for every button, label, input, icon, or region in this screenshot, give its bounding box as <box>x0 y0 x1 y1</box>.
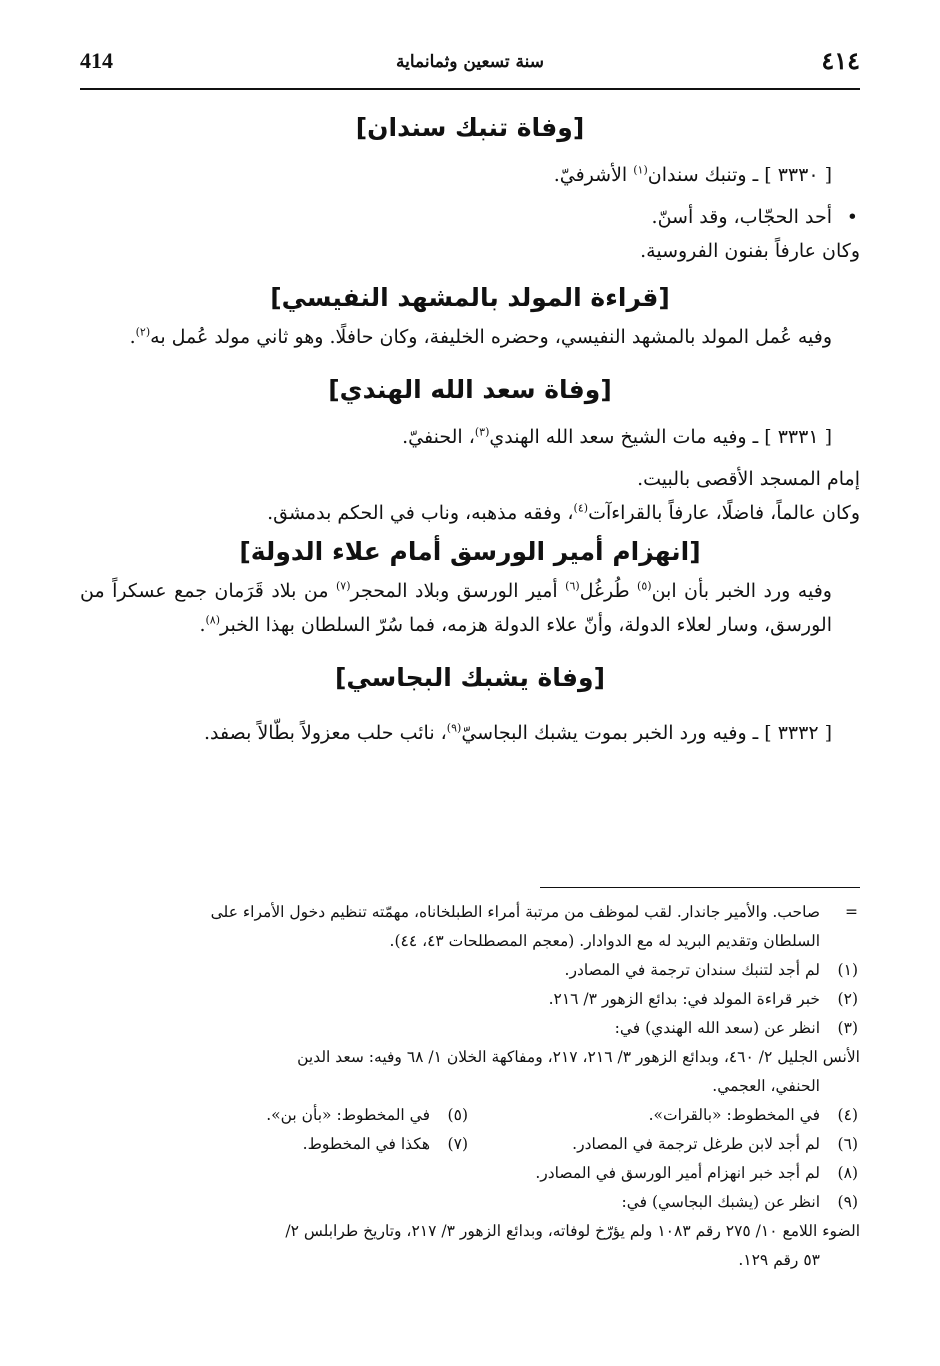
footnote-text: الأنس الجليل ٢/ ٤٦٠، وبدائع الزهور ٣/ ٢١٦، ٢١٧، ومفاكهة الخلان ١/ ٦٨ وفيه: سعد الدين <box>297 1048 860 1066</box>
paragraph-text: وفيه ورد الخبر بأن ابن <box>651 580 832 602</box>
entry-text: الأشرفيّ. <box>553 164 634 186</box>
footnote-ref: (٧) <box>335 579 351 593</box>
entry-text: ، نائب حلب معزولاً بطّالاً بصفد. <box>204 722 447 744</box>
footnote-7 <box>80 1130 470 1159</box>
paragraph-mawlid <box>80 320 860 354</box>
footnote-mark: (٤) <box>837 1106 858 1124</box>
footnote-text: لم أجد لتنبك سندان ترجمة في المصادر. <box>564 961 820 979</box>
entry-text: ، الحنفيّ. <box>402 426 475 448</box>
section-title-yashbak: [وفاة يشبك البجاسي] <box>334 663 606 692</box>
paragraph-text: . <box>199 614 206 636</box>
footnote-mark: (٣) <box>837 1019 858 1037</box>
entry-3332 <box>80 708 860 758</box>
section-title-warsaq: [انهزام أمير الورسق أمام علاء الدولة] <box>239 537 701 566</box>
entry-line <box>80 200 860 234</box>
footnote-8 <box>80 1159 860 1188</box>
paragraph-text: . <box>129 326 136 348</box>
footnote-continuation <box>80 898 860 927</box>
footnote-rule <box>540 887 860 888</box>
footnote-text: في المخطوط: «بأن بن». <box>266 1106 430 1124</box>
footnote-row <box>80 1101 860 1130</box>
paragraph-text: من بلاد قَرَمان جمع عسكراً من الورسق، وسار لعلاء الدولة، وأنّ علاء الدولة هزمه، فما سُرّ السلطان بهذا الخبر <box>80 580 832 636</box>
footnote-text: الضوء اللامع ١٠/ ٢٧٥ رقم ١٠٨٣ ولم يؤرّخ لوفاته، وبدائع الزهور ٣/ ٢١٧، وتاريخ طرابلس ٢/ <box>285 1222 860 1240</box>
footnote-text: انظر عن (يشبك البجاسي) في: <box>621 1193 820 1211</box>
footnote-ref: (٣) <box>474 425 490 439</box>
entry-line: إمام المسجد الأقصى بالبيت. <box>637 468 860 490</box>
footnote-mark: (٧) <box>447 1135 468 1153</box>
section-title-mawlid: [قراءة المولد بالمشهد النفيسي] <box>270 283 670 312</box>
footnote-mark: (١) <box>837 961 858 979</box>
footnote-text: انظر عن (سعد الله الهندي) في: <box>614 1019 820 1037</box>
header-rule <box>80 88 860 90</box>
footnote-row <box>80 1130 860 1159</box>
footnote-text: لم أجد لابن طرغل ترجمة في المصادر. <box>572 1135 820 1153</box>
bullet-mark: • <box>846 206 858 228</box>
footnote-9 <box>80 1188 860 1217</box>
footnote-mark: (٩) <box>837 1193 858 1211</box>
entry-line <box>80 496 860 530</box>
paragraph-text: وفيه عُمل المولد بالمشهد النفيسي، وحضره الخليفة، وكان حافلًا. وهو ثاني مولد عُمل به <box>150 326 832 348</box>
entry-text: [ ٣٣٣٠ ] ـ وتنبك سندان <box>647 164 832 186</box>
footnote-ref: (٥) <box>637 579 652 593</box>
entry-3331 <box>80 420 860 454</box>
footnote-2 <box>80 985 860 1014</box>
footnote-text: السلطان وتقديم البريد له مع الدوادار. (معجم المصطلحات ٤٣، ٤٤). <box>389 932 820 950</box>
footnote-4 <box>470 1101 860 1130</box>
running-title: سنة تسعين وثمانماية <box>395 52 545 72</box>
footnote-1 <box>80 956 860 985</box>
footnote-text: هكذا في المخطوط. <box>302 1135 430 1153</box>
entry-text: [ ٣٣٣٢ ] ـ وفيه ورد الخبر بموت يشبك البجاسيّ <box>461 722 832 744</box>
paragraph-text: أمير الورسق وبلاد المحجر <box>350 580 566 602</box>
paragraph-text: طُرغُل <box>579 580 638 602</box>
main-text <box>80 106 860 758</box>
footnote-text: ٥٣ رقم ١٢٩. <box>738 1251 820 1269</box>
footnote-text: في المخطوط: «بالقرات». <box>648 1106 820 1124</box>
footnote-6 <box>470 1130 860 1159</box>
footnote-ref: (٩) <box>446 721 462 735</box>
entry-text: أحد الحجّاب، وقد أسنّ. <box>651 206 832 228</box>
footnote-ref: (٤) <box>573 501 589 515</box>
entry-text: [ ٣٣٣١ ] ـ وفيه مات الشيخ سعد الله الهندي <box>489 426 832 448</box>
footnote-mark: (٨) <box>837 1164 858 1182</box>
footnote-text: لم أجد خبر انهزام أمير الورسق في المصادر. <box>535 1164 820 1182</box>
section-title-saadallah: [وفاة سعد الله الهندي] <box>328 375 612 404</box>
footnote-text: خبر قراءة المولد في: بدائع الزهور ٣/ ٢١٦. <box>548 990 820 1008</box>
footnotes <box>80 898 860 1275</box>
section-title-tanbak-sandan: [وفاة تنبك سندان] <box>355 113 585 142</box>
entry-text: ، وفقه مذهبه، وناب في الحكم بدمشق. <box>267 502 574 524</box>
entry-text: وكان عالماً، فاضلًا، عارفاً بالقراءآت <box>588 502 860 524</box>
page-number-arabic: ٤١٤ <box>821 46 860 75</box>
entry-line: وكان عارفاً بفنون الفروسية. <box>640 240 860 262</box>
page-header <box>80 46 860 86</box>
paragraph-warsaq <box>80 574 860 642</box>
footnote-3 <box>80 1014 860 1043</box>
footnote-ref: (٨) <box>205 613 220 627</box>
footnote-5 <box>80 1101 470 1130</box>
footnote-mark: (٥) <box>447 1106 468 1124</box>
continuation-mark: = <box>845 903 858 921</box>
footnote-text: الحنفي، العجمي. <box>712 1077 820 1095</box>
footnote-mark: (٢) <box>837 990 858 1008</box>
entry-3330 <box>80 158 860 192</box>
footnote-ref: (١) <box>633 163 648 177</box>
footnote-ref: (٦) <box>565 579 580 593</box>
footnote-ref: (٢) <box>135 325 151 339</box>
footnote-mark: (٦) <box>837 1135 858 1153</box>
footnote-text: صاحب. والأمير جاندار. لقب لموظف من مرتبة أمراء الطبلخاناه، مهمّته تنظيم دخول الأمراء على <box>210 903 820 921</box>
page-number-latin: 414 <box>80 48 113 73</box>
